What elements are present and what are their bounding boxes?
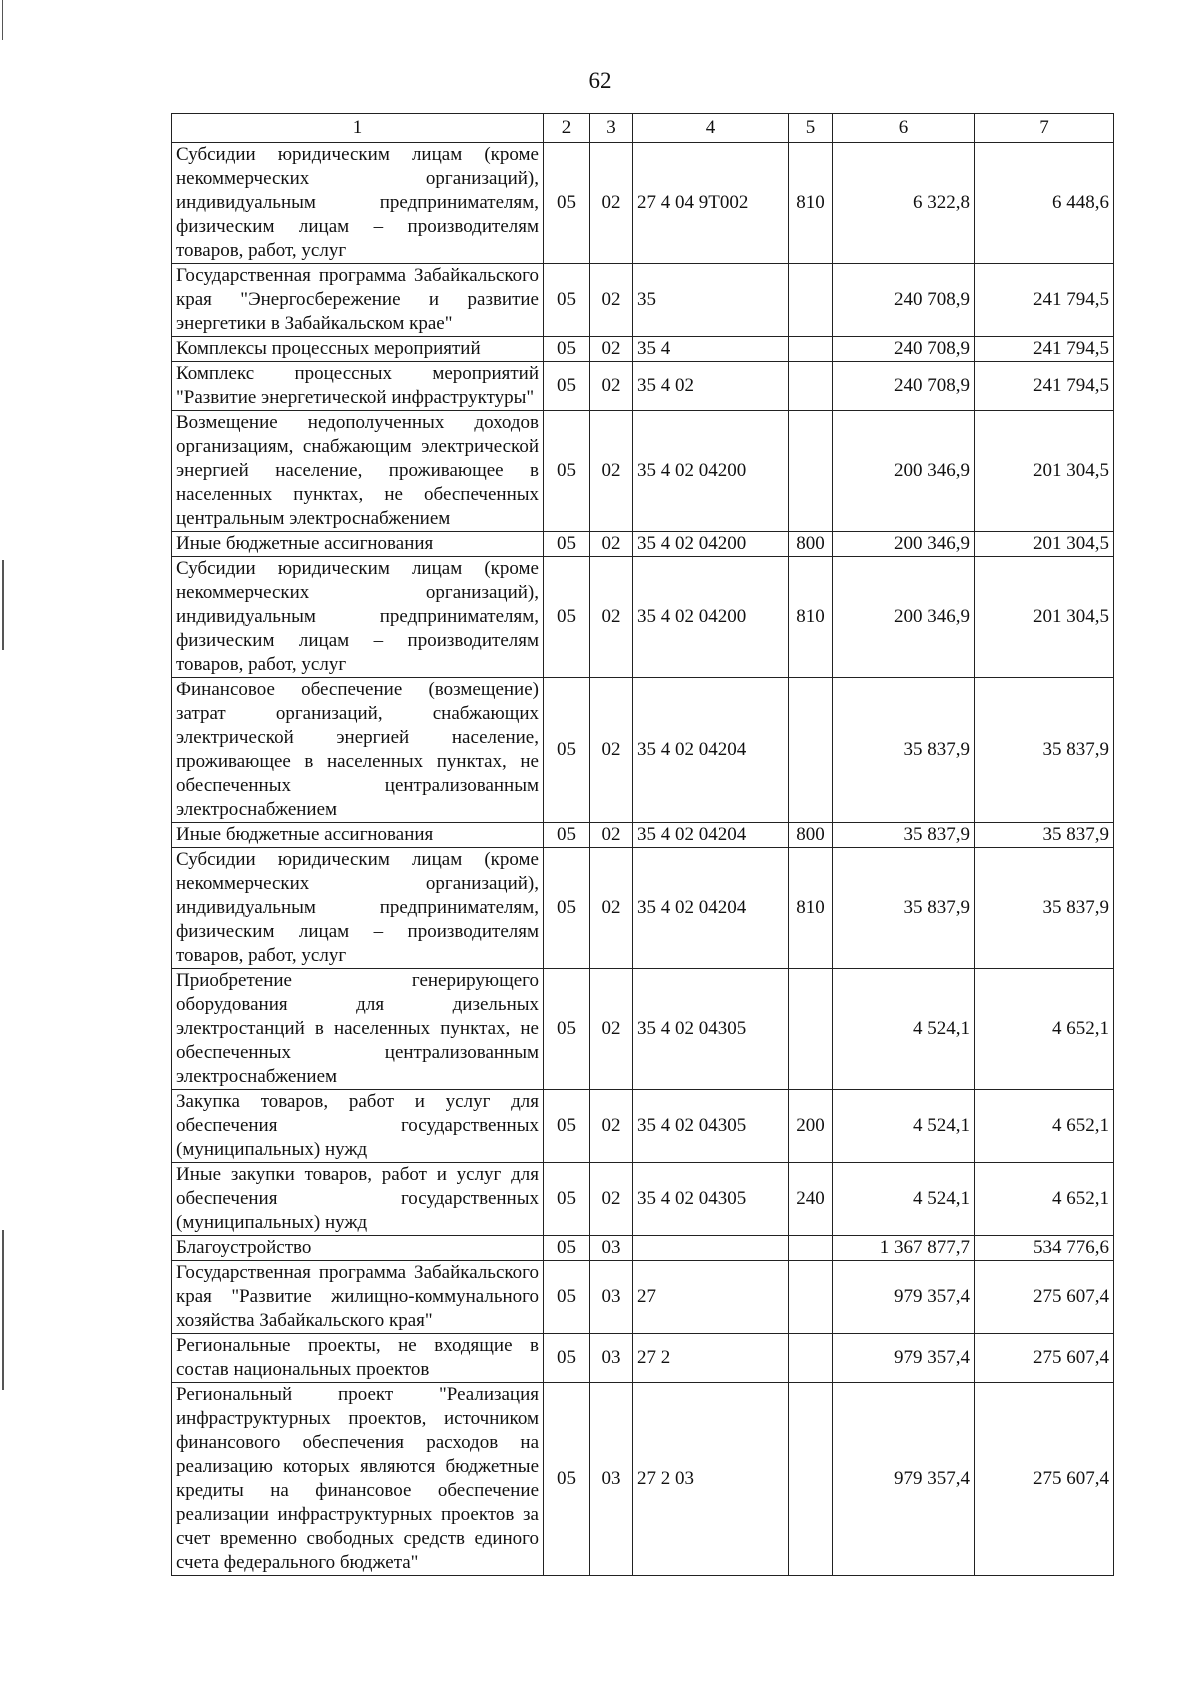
row-section: 05 (544, 337, 590, 362)
row-subsection: 02 (590, 143, 633, 264)
table-row (172, 1090, 1114, 1163)
row-amount-year2: 241 794,5 (975, 362, 1114, 411)
row-target-article: 35 4 02 04305 (633, 1090, 789, 1163)
row-name: Иные бюджетные ассигнования (172, 823, 544, 848)
row-subsection: 02 (590, 411, 633, 532)
row-subsection: 02 (590, 1163, 633, 1236)
row-section: 05 (544, 143, 590, 264)
row-subsection: 03 (590, 1261, 633, 1334)
row-section: 05 (544, 823, 590, 848)
row-target-article: 35 4 02 04204 (633, 848, 789, 969)
row-target-article: 27 4 04 9Т002 (633, 143, 789, 264)
row-name: Иные бюджетные ассигнования (172, 532, 544, 557)
row-amount-year2: 275 607,4 (975, 1334, 1114, 1383)
row-amount-year2: 4 652,1 (975, 1090, 1114, 1163)
row-amount-year2: 201 304,5 (975, 557, 1114, 678)
column-header: 6 (833, 114, 975, 143)
row-section: 05 (544, 532, 590, 557)
row-subsection: 02 (590, 337, 633, 362)
row-expense-type: 810 (789, 848, 833, 969)
row-amount-year2: 4 652,1 (975, 969, 1114, 1090)
column-header: 5 (789, 114, 833, 143)
column-header: 3 (590, 114, 633, 143)
row-name: Государственная программа Забайкальского края "Энергосбережение и развитие энергетики в Забайкальском крае" (172, 264, 544, 337)
row-target-article: 35 4 02 (633, 362, 789, 411)
row-subsection: 03 (590, 1236, 633, 1261)
scan-edge-line (2, 560, 4, 650)
row-expense-type: 800 (789, 823, 833, 848)
row-target-article: 27 2 03 (633, 1383, 789, 1576)
row-target-article: 35 4 02 04204 (633, 678, 789, 823)
row-amount-year2: 201 304,5 (975, 411, 1114, 532)
row-target-article: 27 (633, 1261, 789, 1334)
row-target-article: 35 4 02 04204 (633, 823, 789, 848)
row-expense-type: 810 (789, 143, 833, 264)
page-number: 62 (588, 68, 612, 93)
header-row (172, 114, 1114, 143)
table-row (172, 1261, 1114, 1334)
row-subsection: 02 (590, 678, 633, 823)
row-name: Субсидии юридическим лицам (кроме некоммерческих организаций), индивидуальным предпринимателям, физическим лицам – производителям товаров, работ, услуг (172, 143, 544, 264)
table-row (172, 678, 1114, 823)
row-amount-year1: 4 524,1 (833, 969, 975, 1090)
table-row (172, 143, 1114, 264)
row-section: 05 (544, 1090, 590, 1163)
row-amount-year2: 6 448,6 (975, 143, 1114, 264)
row-amount-year1: 240 708,9 (833, 362, 975, 411)
row-name: Приобретение генерирующего оборудования для дизельных электростанций в населенных пунктах, не обеспеченных централизованным электроснабжением (172, 969, 544, 1090)
table-row (172, 1163, 1114, 1236)
table-row (172, 264, 1114, 337)
row-section: 05 (544, 1334, 590, 1383)
row-section: 05 (544, 362, 590, 411)
row-amount-year1: 35 837,9 (833, 678, 975, 823)
row-amount-year2: 35 837,9 (975, 823, 1114, 848)
row-target-article: 35 4 02 04305 (633, 969, 789, 1090)
row-amount-year1: 35 837,9 (833, 823, 975, 848)
row-amount-year2: 35 837,9 (975, 678, 1114, 823)
row-section: 05 (544, 1236, 590, 1261)
row-name: Комплекс процессных мероприятий "Развитие энергетической инфраструктуры" (172, 362, 544, 411)
table-row (172, 969, 1114, 1090)
row-expense-type (789, 1383, 833, 1576)
row-name: Государственная программа Забайкальского края "Развитие жилищно-коммунального хозяйства Забайкальского края" (172, 1261, 544, 1334)
table-row (172, 1334, 1114, 1383)
row-expense-type (789, 264, 833, 337)
table-row (172, 557, 1114, 678)
row-name: Закупка товаров, работ и услуг для обеспечения государственных (муниципальных) нужд (172, 1090, 544, 1163)
row-name: Комплексы процессных мероприятий (172, 337, 544, 362)
row-name: Региональный проект "Реализация инфраструктурных проектов, источником финансового обеспечения расходов на реализацию которых являются бюджетные кредиты на финансовое обеспечение реализации инфраструктурных проектов за счет временно свободных средств единого счета федерального бюджета" (172, 1383, 544, 1576)
row-subsection: 02 (590, 557, 633, 678)
table-row (172, 1383, 1114, 1576)
row-subsection: 02 (590, 264, 633, 337)
row-amount-year2: 275 607,4 (975, 1261, 1114, 1334)
row-expense-type (789, 362, 833, 411)
row-section: 05 (544, 678, 590, 823)
column-header: 4 (633, 114, 789, 143)
row-target-article: 35 4 02 04200 (633, 411, 789, 532)
row-subsection: 02 (590, 848, 633, 969)
row-amount-year1: 200 346,9 (833, 557, 975, 678)
row-section: 05 (544, 848, 590, 969)
scan-edge-line (2, 1230, 4, 1390)
row-amount-year1: 979 357,4 (833, 1261, 975, 1334)
table-row (172, 337, 1114, 362)
table-row (172, 823, 1114, 848)
row-amount-year2: 4 652,1 (975, 1163, 1114, 1236)
row-amount-year1: 979 357,4 (833, 1334, 975, 1383)
row-name: Региональные проекты, не входящие в состав национальных проектов (172, 1334, 544, 1383)
table-row (172, 362, 1114, 411)
row-expense-type (789, 411, 833, 532)
row-amount-year2: 35 837,9 (975, 848, 1114, 969)
row-expense-type: 810 (789, 557, 833, 678)
row-expense-type: 240 (789, 1163, 833, 1236)
row-subsection: 03 (590, 1334, 633, 1383)
row-expense-type (789, 969, 833, 1090)
row-subsection: 03 (590, 1383, 633, 1576)
row-section: 05 (544, 1163, 590, 1236)
row-expense-type (789, 1236, 833, 1261)
row-expense-type (789, 337, 833, 362)
row-expense-type (789, 1261, 833, 1334)
row-name: Благоустройство (172, 1236, 544, 1261)
budget-table (171, 113, 1114, 1576)
row-target-article: 27 2 (633, 1334, 789, 1383)
row-amount-year2: 534 776,6 (975, 1236, 1114, 1261)
row-section: 05 (544, 1261, 590, 1334)
table-row (172, 1236, 1114, 1261)
row-section: 05 (544, 969, 590, 1090)
table-row (172, 848, 1114, 969)
row-amount-year1: 35 837,9 (833, 848, 975, 969)
row-expense-type (789, 1334, 833, 1383)
row-section: 05 (544, 557, 590, 678)
row-name: Иные закупки товаров, работ и услуг для обеспечения государственных (муниципальных) нужд (172, 1163, 544, 1236)
row-target-article: 35 4 02 04200 (633, 557, 789, 678)
row-expense-type: 800 (789, 532, 833, 557)
row-section: 05 (544, 1383, 590, 1576)
row-subsection: 02 (590, 1090, 633, 1163)
row-name: Субсидии юридическим лицам (кроме некоммерческих организаций), индивидуальным предпринимателям, физическим лицам – производителям товаров, работ, услуг (172, 557, 544, 678)
row-name: Финансовое обеспечение (возмещение) затрат организаций, снабжающих электрической энергией население, проживающее в населенных пунктах, не обеспеченных централизованным электроснабжением (172, 678, 544, 823)
column-header: 1 (172, 114, 544, 143)
row-amount-year2: 201 304,5 (975, 532, 1114, 557)
row-expense-type (789, 678, 833, 823)
row-section: 05 (544, 411, 590, 532)
row-section: 05 (544, 264, 590, 337)
row-amount-year1: 4 524,1 (833, 1163, 975, 1236)
row-target-article (633, 1236, 789, 1261)
row-amount-year1: 4 524,1 (833, 1090, 975, 1163)
row-target-article: 35 (633, 264, 789, 337)
scan-edge-line (2, 0, 3, 40)
row-target-article: 35 4 02 04200 (633, 532, 789, 557)
row-amount-year1: 6 322,8 (833, 143, 975, 264)
row-amount-year1: 240 708,9 (833, 337, 975, 362)
row-amount-year2: 275 607,4 (975, 1383, 1114, 1576)
row-name: Субсидии юридическим лицам (кроме некоммерческих организаций), индивидуальным предпринимателям, физическим лицам – производителям товаров, работ, услуг (172, 848, 544, 969)
row-amount-year1: 1 367 877,7 (833, 1236, 975, 1261)
row-name: Возмещение недополученных доходов организациям, снабжающим электрической энергией население, проживающее в населенных пунктах, не обеспеченных центральным электроснабжением (172, 411, 544, 532)
row-subsection: 02 (590, 362, 633, 411)
table-row (172, 411, 1114, 532)
column-header: 2 (544, 114, 590, 143)
row-target-article: 35 4 02 04305 (633, 1163, 789, 1236)
row-amount-year1: 200 346,9 (833, 532, 975, 557)
row-amount-year1: 979 357,4 (833, 1383, 975, 1576)
row-subsection: 02 (590, 823, 633, 848)
row-expense-type: 200 (789, 1090, 833, 1163)
row-amount-year1: 200 346,9 (833, 411, 975, 532)
column-header: 7 (975, 114, 1114, 143)
row-target-article: 35 4 (633, 337, 789, 362)
row-amount-year2: 241 794,5 (975, 264, 1114, 337)
row-amount-year2: 241 794,5 (975, 337, 1114, 362)
table-row (172, 532, 1114, 557)
row-subsection: 02 (590, 969, 633, 1090)
row-amount-year1: 240 708,9 (833, 264, 975, 337)
row-subsection: 02 (590, 532, 633, 557)
